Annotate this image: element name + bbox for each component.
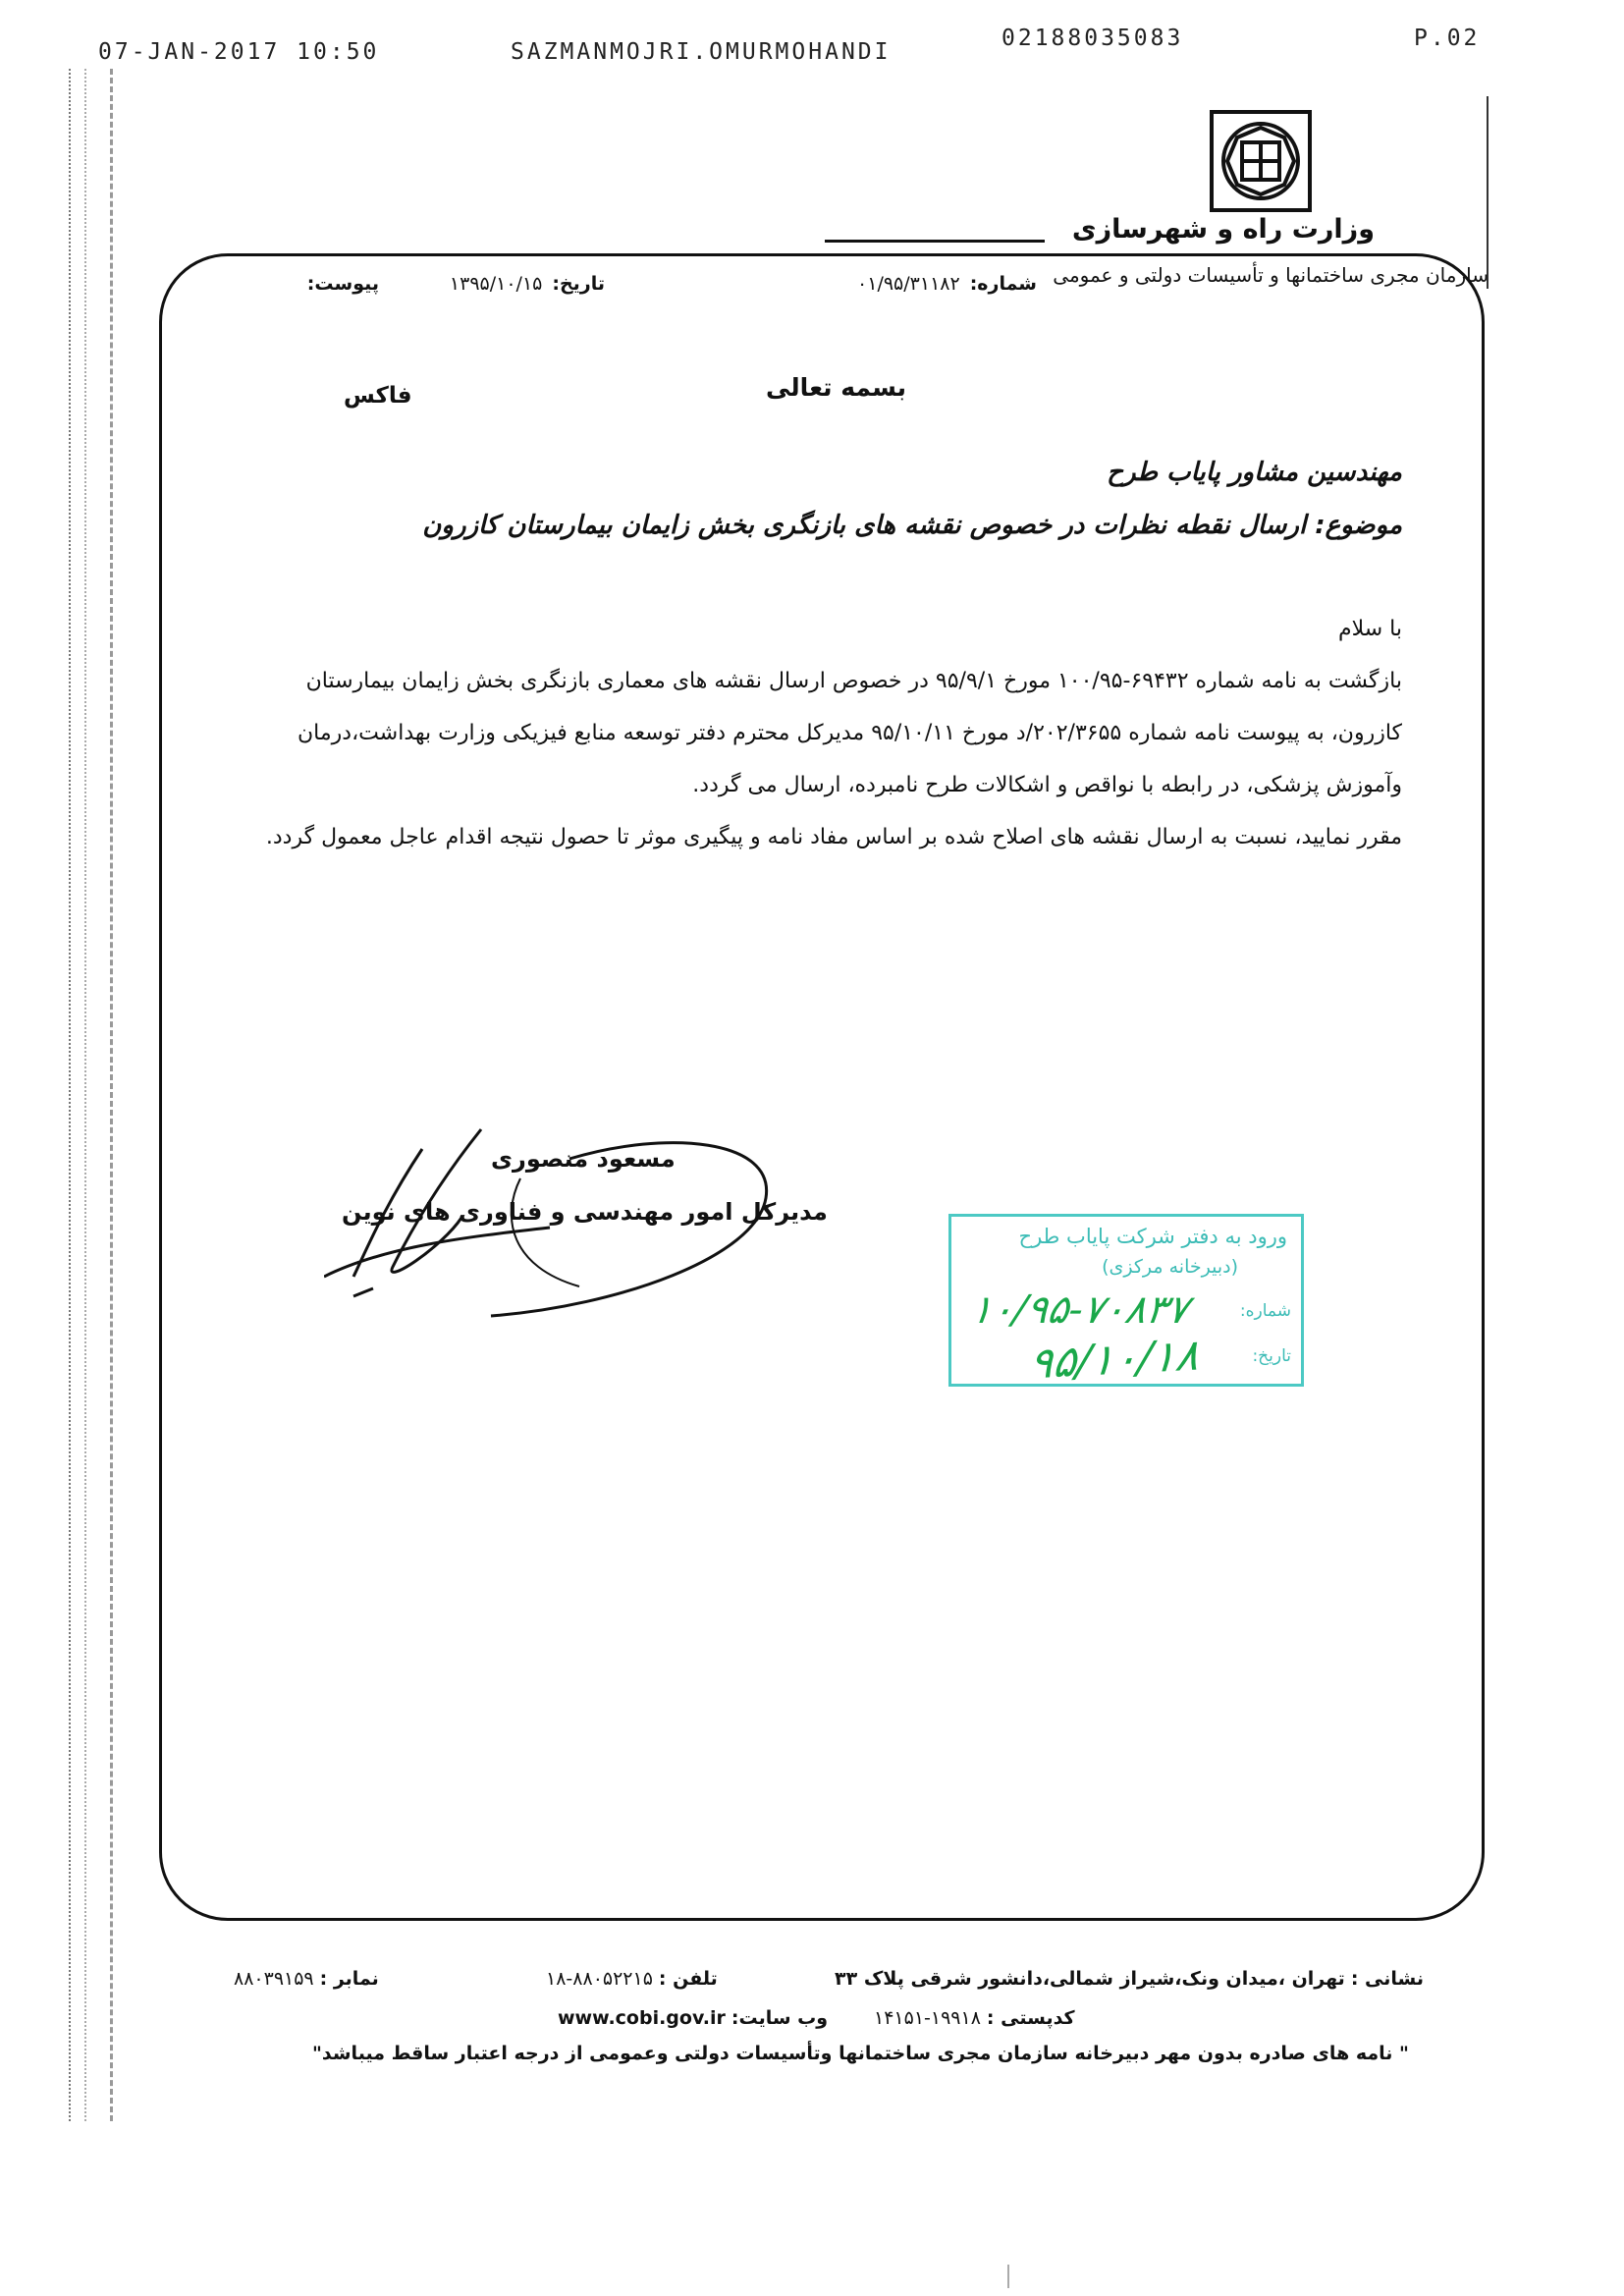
postcode-label: کدپستی : — [986, 2007, 1075, 2029]
letter-date-value: ۱۳۹۵/۱۰/۱۵ — [449, 273, 543, 295]
phone-value: ۸۸۰۵۲۲۱۵-۱۸ — [546, 1968, 653, 1990]
body-paragraph-1: بازگشت به نامه شماره ۶۹۴۳۲-۱۰۰/۹۵ مورخ ۹۵/۹/۱ در خصوص ارسال نقشه های معماری بازنگری بخش زایمان بیمارستان کازرون، به پیوست نامه شماره ۲۰۲/۳۶۵۵/د مورخ ۹۵/۱۰/۱۱ مدیرکل محترم دفتر توسعه منابع فیزیکی وزارت بهداشت،درمان وآموزش پزشکی، در رابطه با نواقص و اشکالات طرح نامبرده، ارسال می گردد. — [298, 669, 1402, 797]
footer-postcode — [874, 2007, 1075, 2029]
fax-label: فاکس — [344, 383, 412, 409]
header-divider — [825, 240, 1045, 243]
body-paragraph-2: مقرر نمایید، نسبت به ارسال نقشه های اصلاح شده بر اساس مفاد نامه و پیگیری موثر تا حصول نتیجه اقدام عاجل معمول گردد. — [265, 825, 1402, 849]
ministry-name: وزارت راه و شهرسازی — [1071, 214, 1375, 245]
recipient: مهندسین مشاور پایاب طرح — [1107, 458, 1402, 487]
postcode-value: ۱۹۹۱۸-۱۴۱۵۱ — [874, 2007, 981, 2029]
stamp-date-label: تاریخ: — [1252, 1346, 1291, 1366]
fax-number-label: نمابر : — [319, 1968, 379, 1990]
letter-number-value: ۰۱/۹۵/۳۱۱۸۲ — [857, 273, 960, 295]
letter-body — [244, 603, 1402, 863]
margin-line — [1487, 96, 1489, 289]
attachment-label: پیوست: — [306, 273, 379, 295]
signer-name: مسعود منصوری — [491, 1145, 676, 1173]
fax-date-time: 07-JAN-2017 10:50 — [98, 39, 380, 65]
fax-header — [0, 26, 1624, 65]
letter-number — [857, 273, 1037, 295]
footer-fax — [234, 1968, 379, 1990]
letter-number-label: شماره: — [969, 273, 1037, 295]
scan-mark — [1007, 2265, 1009, 2288]
footer-validity-note: " نامه های صادره بدون مهر دبیرخانه سازمان مجری ساختمانها وتأسیسات دولتی وعمومی از درجه اعتبار ساقط میباشد" — [312, 2043, 1409, 2064]
subject-line: موضوع: ارسال نقطه نظرات در خصوص نقشه های بازنگری بخش زایمان بیمارستان کازرون — [422, 511, 1402, 540]
website-link[interactable]: www.cobi.gov.ir — [558, 2007, 726, 2029]
letter-date — [450, 273, 605, 295]
stamp-number-value: ۱۰/۹۵-۷۰۸۳۷ — [967, 1287, 1192, 1333]
greeting: با سلام — [1337, 617, 1402, 641]
stamp-subtitle: (دبیرخانه مرکزی) — [1102, 1256, 1238, 1278]
stamp-number-label: شماره: — [1239, 1301, 1291, 1321]
ministry-emblem-icon — [1210, 110, 1312, 212]
phone-label: تلفن : — [658, 1968, 718, 1990]
stamp-title: ورود به دفتر شرکت پایاب طرح — [1018, 1225, 1287, 1248]
redaction-patch — [1007, 1540, 1243, 1583]
website-label: وب سایت: — [731, 2007, 829, 2029]
footer-address — [835, 1968, 1424, 1990]
letter-date-label: تاریخ: — [552, 273, 605, 295]
fax-page-number: P.02 — [1414, 26, 1481, 51]
address-value: تهران ،میدان ونک،شیراز شمالی،دانشور شرقی پلاک ۳۳ — [835, 1968, 1345, 1990]
scan-edge-artifact — [69, 69, 113, 2121]
fax-sender: SAZMANMOJRI.OMURMOHANDI — [511, 39, 892, 65]
address-label: نشانی : — [1350, 1968, 1424, 1990]
footer-phone — [546, 1968, 718, 1990]
organization-name: سازمان مجری ساختمانها و تأسیسات دولتی و عمومی — [1053, 263, 1489, 287]
footer-website — [558, 2007, 828, 2029]
stamp-date-value: ۹۵/۱۰/۱۸ — [1027, 1330, 1202, 1390]
fax-number-value: ۸۸۰۳۹۱۵۹ — [234, 1968, 314, 1990]
letter-frame — [159, 253, 1485, 1921]
fax-phone-number: 02188035083 — [1001, 26, 1184, 51]
receipt-stamp — [948, 1214, 1304, 1390]
invocation: بسمه تعالی — [766, 373, 907, 402]
signer-title: مدیرکل امور مهندسی و فناوری های نوین — [342, 1198, 828, 1226]
